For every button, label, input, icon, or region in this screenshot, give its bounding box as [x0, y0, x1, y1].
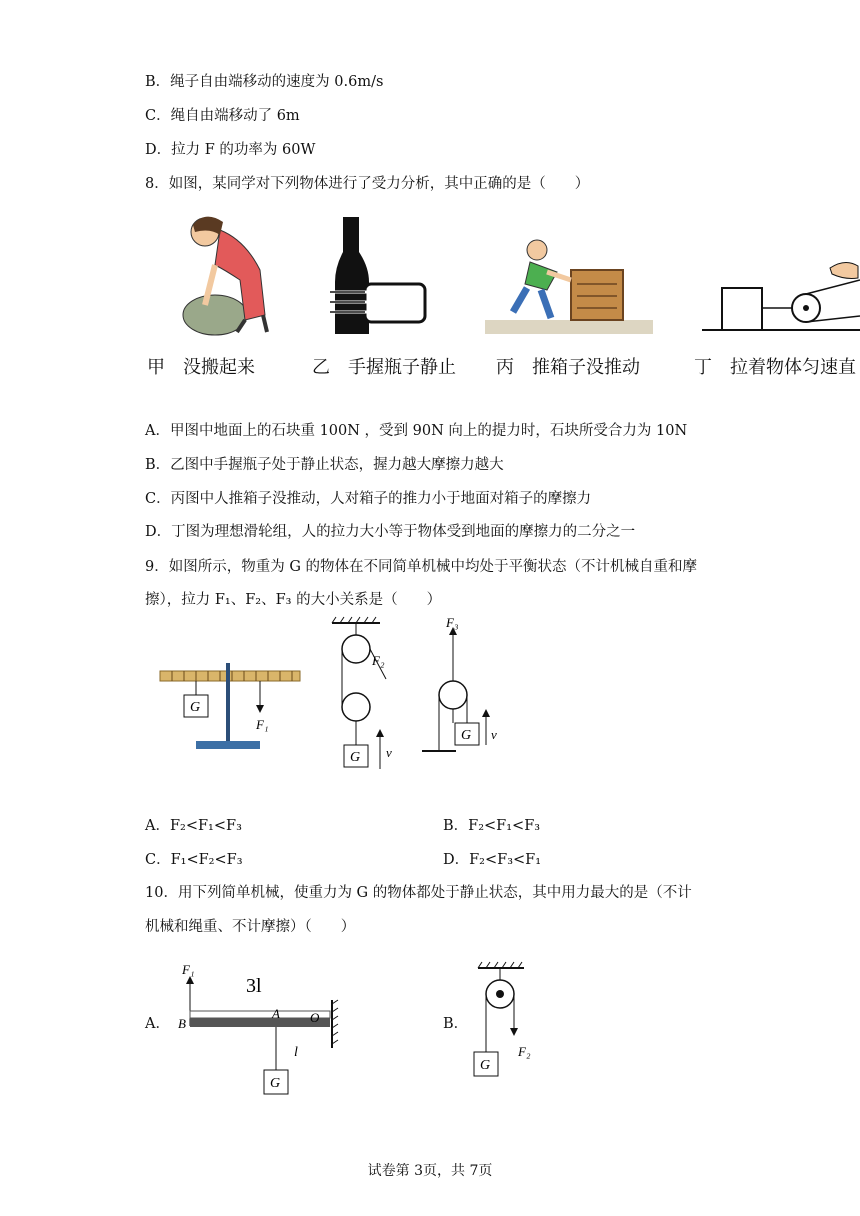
girl-lifting-rock-figure	[175, 210, 275, 340]
q10-option-a: A．	[145, 1016, 170, 1032]
q10-lever-figure	[170, 958, 340, 1100]
q9-v-label-1: v	[386, 745, 392, 760]
q9-stem-line2: 擦），拉力 F₁、F₂、F₃ 的大小关系是（ ）	[145, 592, 442, 608]
q10-lever-g-label: G	[270, 1076, 281, 1091]
q9-stem-line1: 9．如图所示，物重为 G 的物体在不同简单机械中均处于平衡状态（不计机械自重和摩	[145, 559, 698, 575]
q9-f2-label: F₂	[372, 653, 385, 668]
q9-option-b: B．F₂<F₁<F₃	[443, 818, 541, 834]
q9-pulley2-g-label: G	[461, 728, 472, 743]
q10-pulley-g-label: G	[480, 1058, 491, 1073]
q10-stem-line2: 机械和绳重、不计摩擦）（ ）	[145, 919, 356, 935]
q10-f1-label: F₁	[182, 962, 195, 977]
q10-o-label: O	[310, 1010, 320, 1025]
page-footer: 试卷第 3页，共 7页	[367, 1163, 493, 1179]
q7-option-c: C．绳自由端移动了 6m	[145, 108, 300, 124]
q9-option-a: A．F₂<F₁<F₃	[145, 818, 242, 834]
q8-option-c: C．丙图中人推箱子没推动，人对箱子的推力小于地面对箱子的摩擦力	[145, 491, 592, 507]
q10-option-b: B．	[443, 1016, 469, 1032]
q7-option-b: B．绳子自由端移动的速度为 0.6m/s	[145, 74, 384, 90]
hand-holding-bottle-figure	[325, 212, 440, 342]
q10-3l-label: 3l	[246, 975, 262, 997]
q8-stem: 8．如图，某同学对下列物体进行了受力分析，其中正确的是（ ）	[145, 176, 590, 192]
boy-pushing-box-figure	[485, 232, 653, 338]
q9-f3-label: F₃	[446, 615, 459, 630]
q9-pulley1-g-label: G	[350, 750, 361, 765]
q10-b-label: B	[178, 1016, 186, 1031]
caption-ding: 丁 拉着物体匀速直	[694, 357, 856, 378]
q10-f2-label: F₂	[518, 1044, 531, 1059]
q7-option-d: D．拉力 F 的功率为 60W	[145, 142, 316, 158]
q9-option-c: C．F₁<F₂<F₃	[145, 852, 243, 868]
q10-l-label: l	[294, 1045, 298, 1060]
q9-v-label-2: v	[491, 727, 497, 742]
caption-yi: 乙 手握瓶子静止	[312, 357, 456, 378]
q9-f1-label: F₁	[256, 717, 269, 732]
caption-jia: 甲 没搬起来	[147, 357, 255, 378]
q8-option-a: A．甲图中地面上的石块重 100N ，受到 90N 向上的提力时，石块所受合力为 10N	[145, 423, 688, 439]
q9-figures	[150, 615, 510, 780]
q10-stem-line1: 10．用下列简单机械，使重力为 G 的物体都处于静止状态，其中用力最大的是（不计	[145, 885, 692, 901]
q10-fixed-pulley-figure	[468, 960, 548, 1082]
q10-a-label: A	[272, 1006, 280, 1021]
q9-option-d: D．F₂<F₃<F₁	[443, 852, 542, 868]
pulling-object-pulley-figure	[700, 258, 860, 336]
q8-option-d: D．丁图为理想滑轮组，人的拉力大小等于物体受到地面的摩擦力的二分之一	[145, 524, 636, 540]
q8-option-b: B．乙图中手握瓶子处于静止状态，握力越大摩擦力越大	[145, 457, 504, 473]
q9-lever-g-label: G	[190, 700, 201, 715]
caption-bing: 丙 推箱子没推动	[496, 357, 640, 378]
